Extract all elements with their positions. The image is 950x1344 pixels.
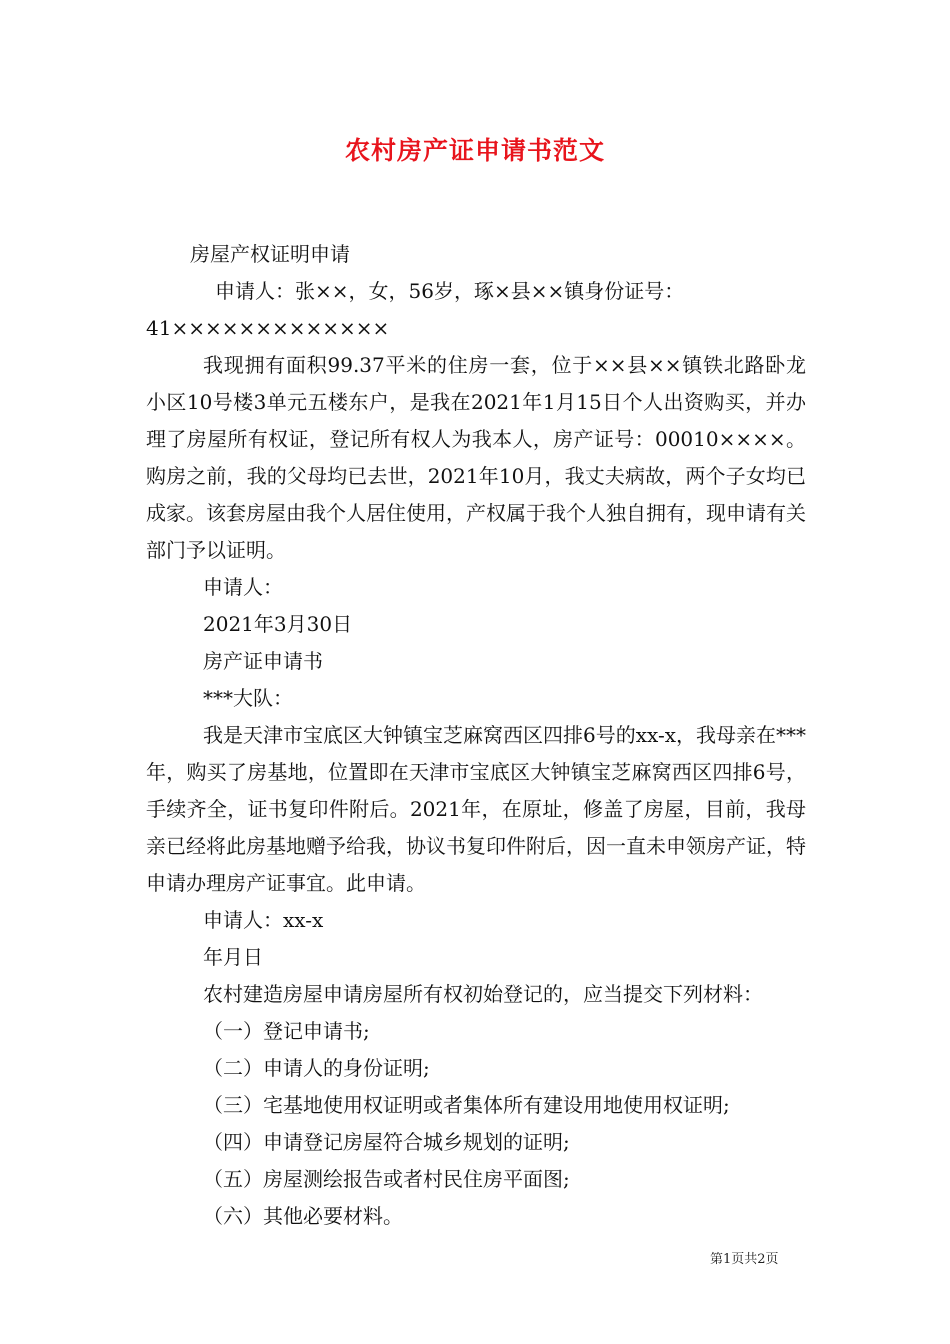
list-item: （六）其他必要材料。 [203, 1204, 403, 1228]
section2-signature: 申请人：xx-x [203, 908, 324, 932]
section1-paragraph: 我现拥有面积99.37平米的住房一套，位于××县××镇铁北路卧龙小区10号楼3单元五楼东户，是我在2021年1月15日个人出资购买，并办理了房屋所有权证，登记所有权人为我本人，房产证号：00010××××。购房之前，我的父母均已去世，2021年10月，我丈夫病故，两个子女均已成家。该套房屋由我个人居住使用，产权属于我个人独自拥有，现申请有关部门予以证明。 [146, 353, 806, 562]
section2-heading: 房产证申请书 [203, 649, 323, 673]
list-item: （三）宅基地使用权证明或者集体所有建设用地使用权证明; [203, 1093, 730, 1117]
section1-signature: 申请人： [203, 575, 283, 599]
section2-addressee: ***大队： [203, 686, 293, 710]
section1-date: 2021年3月30日 [203, 612, 353, 636]
applicant-line1: 申请人：张××，女，56岁，琢×县××镇身份证号： [215, 279, 685, 303]
applicant-line2: 41××××××××××××× [146, 316, 390, 340]
list-item: （五）房屋测绘报告或者村民住房平面图; [203, 1167, 570, 1191]
document-title: 农村房产证申请书范文 [344, 136, 605, 165]
list-item: （四）申请登记房屋符合城乡规划的证明; [203, 1130, 570, 1154]
section2-paragraph: 我是天津市宝底区大钟镇宝芝麻窝西区四排6号的xx-x，我母亲在***年，购买了房基地，位置即在天津市宝底区大钟镇宝芝麻窝西区四排6号，手续齐全，证书复印件附后。2021年，在原址，修盖了房屋，目前，我母亲已经将此房基地赠予给我，协议书复印件附后，因一直未申领房产证，特申请办理房产证事宜。此申请。 [146, 723, 806, 895]
section2-date: 年月日 [203, 945, 263, 969]
document-body [146, 236, 806, 1235]
section3-intro: 农村建造房屋申请房屋所有权初始登记的，应当提交下列材料： [203, 982, 763, 1006]
list-item: （二）申请人的身份证明; [203, 1056, 430, 1080]
section1-heading: 房屋产权证明申请 [190, 242, 350, 266]
list-item: （一）登记申请书; [203, 1019, 370, 1043]
page-number: 第1页共2页 [710, 1252, 779, 1267]
